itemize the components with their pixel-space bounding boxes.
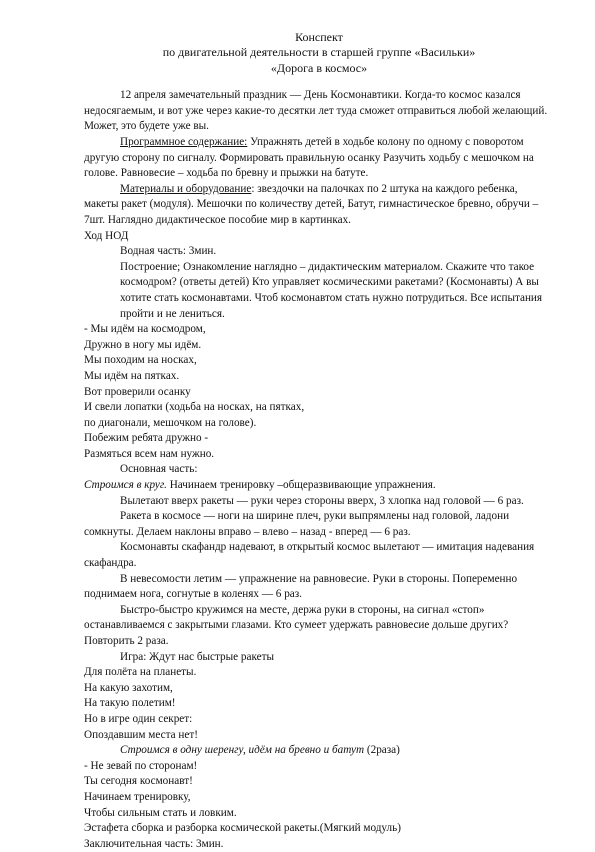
line-up-italic: Строимся в одну шеренгу, идём на бревно и батут (120, 744, 365, 757)
title-line-3: «Дорога в космос» (270, 60, 368, 75)
poem-line: Начинаем тренировку, (84, 790, 191, 803)
build-italic: Строимся в круг. (84, 479, 167, 492)
build-text: Начинаем тренировку –общеразвивающие упражнения. (166, 479, 436, 492)
main-part-heading: Основная часть: (120, 463, 198, 476)
intro-part-text: Построение; Ознакомление наглядно – дидактическим материалом. Скажите что такое космодром? (ответы детей) Кто управляет космическими ракетами? (Космонавты) А вы хотите стать космонавтами. Чтоб космонавтом стать нужно потрудиться. Все испытания пройти и не лениться. (120, 260, 543, 320)
poem-line: Чтобы сильным стать и ловким. (84, 806, 237, 819)
poem-line: Побежим ребята дружно - (84, 432, 209, 445)
poem-line: Дружно в ногу мы идём. (84, 338, 202, 351)
program-paragraph (84, 135, 554, 182)
exercise-item: Космонавты скафандр надевают, в открытый космос вылетают — имитация надевания скафандра. (84, 541, 535, 570)
poem-line: Вот проверили осанку (84, 385, 191, 398)
intro-part-heading: Водная часть: 3мин. (120, 245, 217, 258)
exercise-item: Вылетают вверх ракеты — руки через стороны вверх, 3 хлопка над головой — 6 раз. (120, 494, 524, 507)
hod-heading: Ход НОД (84, 229, 129, 242)
relay-line: Эстафета сборка и разборка космической ракеты.(Мягкий модуль) (84, 822, 401, 835)
poem-2 (84, 759, 554, 821)
exercise-item: Быстро-быстро кружимся на месте, держа руки в стороны, на сигнал «стоп» останавливаемся с закрытыми глазами. Кто сумеет удержать равновесие дольше других? Повторить 2 раза. (84, 603, 509, 647)
build-line (84, 478, 554, 494)
line-up-text: (2раза) (364, 744, 400, 757)
materials-text: : звездочки на палочках по 2 штука на каждого ребенка, макеты ракет (модуля). Мешочки по количеству детей, Батут, гимнастическое бревно, обручи – 7шт. Наглядно дидактическое пособие мир в картинках. (84, 182, 539, 226)
exercise-item: В невесомости летим — упражнение на равновесие. Руки в стороны. Попеременно поднимаем нога, согнутые в коленях — 6 раз. (84, 572, 518, 601)
title-line-2: по двигательной деятельности в старшей группе «Васильки» (162, 45, 476, 60)
materials-label: Материалы и оборудование (120, 182, 252, 195)
program-label: Программное содержание: (120, 136, 248, 148)
poem-line: Размяться всем нам нужно. (84, 447, 215, 460)
intro-paragraph: 12 апреля замечательный праздник — День Космонавтики. Когда-то космос казался недосягаемым, и вот уже через какие-то десятки лет туда сможет отправиться любой желающий. Может, это будете уже вы. (84, 89, 548, 133)
poem-line: Ты сегодня космонавт! (84, 775, 193, 788)
poem-line: И свели лопатки (ходьба на носках, на пятках, (84, 401, 305, 414)
poem-line: - Мы идём на космодром, (84, 323, 206, 336)
poem-line: - Не зевай по сторонам! (84, 759, 198, 772)
game-poem (84, 665, 554, 743)
poem-line: Для полёта на планеты. (84, 666, 197, 679)
poem-line: Мы походим на носках, (84, 354, 197, 367)
document-page (84, 30, 554, 852)
line-up (120, 743, 554, 759)
title-block (84, 30, 554, 76)
poem-line: по диагонали, мешочком на голове). (84, 416, 257, 429)
poem-1 (84, 322, 554, 462)
game-line: Игра: Ждут нас быстрые ракеты (120, 650, 275, 663)
program-text: Упражнять детей в ходьбе колону по одному с поворотом другую сторону по сигналу. Формировать правильную осанку Разучить ходьбу с мешочком на голове. Равновесие – ходьба по бревну и прыжки на батуте. (84, 136, 534, 180)
poem-line: Опоздавшим места нет! (84, 728, 198, 741)
poem-line: На какую захотим, (84, 681, 173, 694)
poem-line: Мы идём на пятках. (84, 369, 180, 382)
poem-line: Но в игре один секрет: (84, 712, 193, 725)
exercise-item: Ракета в космосе — ноги на ширине плеч, руки выпрямлены над головой, ладони сомкнуты. Делаем наклоны вправо – влево – назад - вперед — 6 раз. (84, 510, 510, 538)
poem-line: На такую полетим! (84, 697, 176, 710)
title-line-1: Конспект (295, 30, 343, 44)
final-part-heading: Заключительная часть: 3мин. (84, 837, 224, 850)
materials-paragraph (84, 182, 554, 229)
